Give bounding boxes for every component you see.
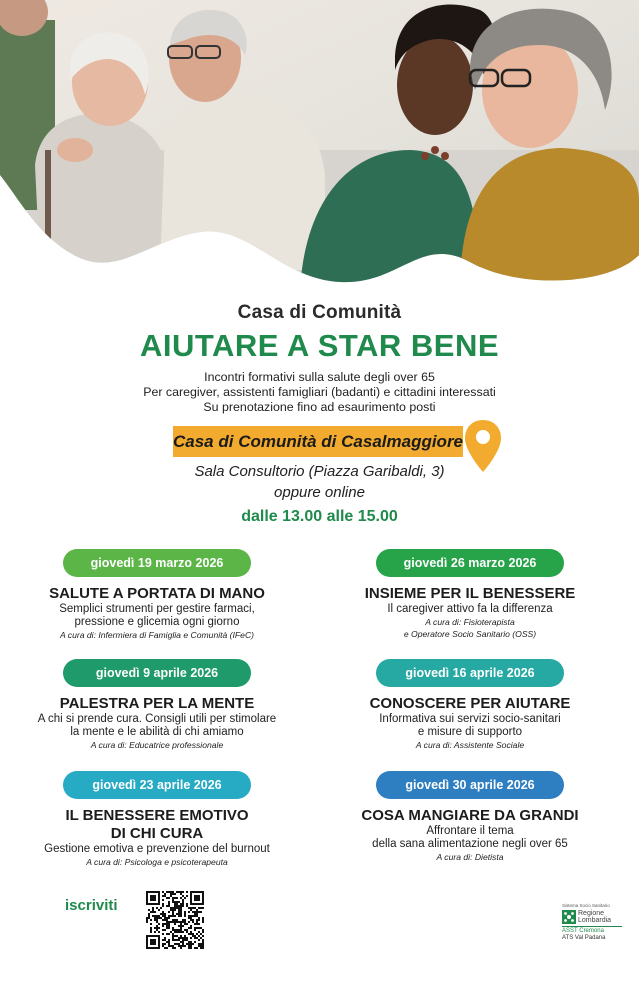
event-title: CONOSCERE PER AIUTARE	[369, 695, 571, 712]
event-credit: A cura di: Dietista	[436, 852, 504, 862]
event-description: A chi si prende cura. Consigli utili per stimolare	[37, 713, 277, 725]
regione-lombardia-logo	[562, 903, 622, 942]
event-description: della sana alimentazione negli over 65	[372, 838, 568, 850]
event-description: Informativa sui servizi socio-sanitari	[379, 713, 561, 725]
logo-text: ATS Val Padana	[562, 935, 606, 941]
event-card	[12, 549, 302, 641]
event-title: COSA MANGIARE DA GRANDI	[361, 807, 579, 824]
event-description: pressione e glicemia ogni giorno	[74, 616, 240, 628]
header	[0, 302, 639, 415]
event-card	[325, 771, 615, 863]
event-title: PALESTRA PER LA MENTE	[59, 695, 255, 712]
event-card	[325, 549, 615, 640]
event-credit: e Operatore Socio Sanitario (OSS)	[403, 629, 537, 639]
event-title: DI CHI CURA	[110, 825, 204, 842]
event-title: IL BENESSERE EMOTIVO	[65, 807, 249, 824]
event-description: Semplici strumenti per gestire farmaci,	[59, 603, 255, 615]
hero-photo	[0, 0, 639, 290]
event-date-badge: giovedì 16 aprile 2026	[376, 659, 564, 687]
logo-text: Lombardia	[578, 917, 612, 924]
subtitle-line: Per caregiver, assistenti famigliari (badanti) e cittadini interessati	[143, 385, 496, 399]
event-card	[325, 659, 615, 751]
event-credit: A cura di: Psicologa e psicoterapeuta	[86, 857, 228, 867]
venue-online: oppure online	[274, 484, 365, 501]
venue-details	[0, 461, 639, 527]
event-date-badge: giovedì 19 marzo 2026	[63, 549, 251, 577]
qr-code[interactable]	[146, 891, 204, 949]
event-credit: A cura di: Educatrice professionale	[90, 740, 224, 750]
rose-camuna-icon	[562, 910, 576, 924]
event-title: SALUTE A PORTATA DI MANO	[49, 585, 265, 602]
event-card	[12, 771, 302, 868]
kicker-title: Casa di Comunità	[237, 302, 402, 323]
event-date-badge: giovedì 23 aprile 2026	[63, 771, 251, 799]
logo-text: Sistema Socio Sanitario	[562, 903, 610, 908]
event-date-badge: giovedì 26 marzo 2026	[376, 549, 564, 577]
logo-text: Regione	[578, 910, 605, 917]
subtitle-line: Su prenotazione fino ad esaurimento posti	[203, 400, 436, 414]
event-card	[12, 659, 302, 751]
event-credit: A cura di: Infermiera di Famiglia e Comunità (IFeC)	[59, 630, 255, 640]
venue-room: Sala Consultorio (Piazza Garibaldi, 3)	[194, 463, 445, 480]
venue-name: Casa di Comunità di Casalmaggiore	[173, 426, 463, 457]
logo-text: ASST Cremona	[562, 926, 622, 935]
event-date-badge: giovedì 30 aprile 2026	[376, 771, 564, 799]
event-description: la mente e le abilità di chi amiamo	[70, 726, 244, 738]
event-description: e misure di supporto	[417, 726, 523, 738]
event-description: Il caregiver attivo fa la differenza	[387, 603, 553, 615]
event-credit: A cura di: Fisioterapista	[425, 617, 515, 627]
venue-time: dalle 13.00 alle 15.00	[241, 508, 398, 525]
event-credit: A cura di: Assistente Sociale	[415, 740, 525, 750]
event-description: Gestione emotiva e prevenzione del burnout	[44, 843, 270, 855]
headline: AIUTARE A STAR BENE	[139, 328, 500, 363]
event-title: INSIEME PER IL BENESSERE	[364, 585, 576, 602]
event-date-badge: giovedì 9 aprile 2026	[63, 659, 251, 687]
subtitle-line: Incontri formativi sulla salute degli over 65	[204, 370, 435, 384]
event-description: Affrontare il tema	[426, 825, 514, 837]
signup-label: iscriviti	[65, 897, 118, 914]
